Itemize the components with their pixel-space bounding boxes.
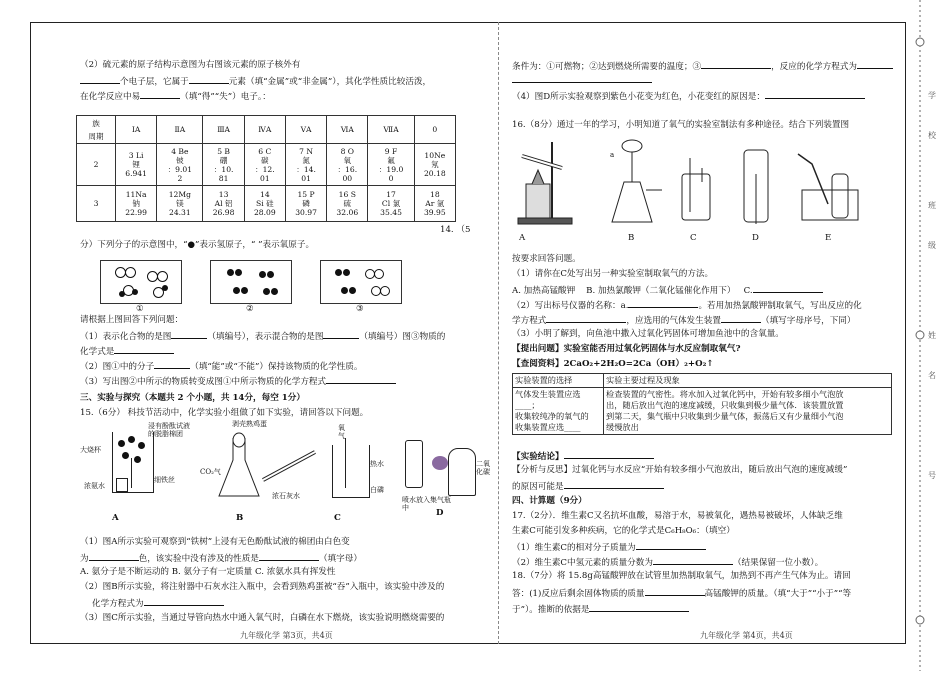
fig-letter: B [236,513,244,523]
apparatus-label-c: C [690,233,697,243]
element-cell: 13 Al 铝 26.98 [203,186,244,222]
group-header: ⅦA [368,116,414,144]
cotton-ball [138,442,145,449]
hydrogen-atom [343,269,350,276]
q18-line1: 18.（7分）将 15.8g高锰酸钾放在试管里加热制取氧气，加热到不再产生气体为止。请回 [512,571,851,581]
footer-page4: 九年级化学 第4页，共4页 [700,631,793,640]
section-3-title: 三、实验与探究（本题共 2 个小题，共 14分，每空 1分） [80,393,305,403]
blank[interactable] [628,299,698,308]
q18-line3: 于”）。推断的依据是 [512,603,689,616]
q14-1-line2: 化学式是 [80,345,174,358]
purple-flower [432,456,448,470]
ammonia-beaker [116,478,128,492]
apparatus-drawings [512,134,892,234]
q15-3: （3）图C所示实验，当通过导管向热水中通入氧气时，白磷在水下燃烧，该实验说明燃烧需要的 [80,613,445,623]
hydrogen-atom [119,291,125,297]
group-header: ⅡA [157,116,203,144]
period-label: 3 [77,186,116,222]
fig-label: 的脱脂棉团 [148,430,183,438]
q17-line2: 生素C可能引发多种疾病，它的化学式是C₆H₈O₆：（填空） [512,526,735,536]
blank[interactable] [114,345,174,354]
q15-1-line2: 为 色，该实验中没有涉及的性质是 （填字母） [80,554,362,564]
apparatus-a [518,142,572,224]
molecule-diagram-3 [320,260,402,304]
fig-label: 浓石灰水 [272,492,300,500]
hydrogen-atom [335,269,342,276]
element-cell: 18 Ar 氩 39.95 [414,186,455,222]
blank[interactable] [589,603,689,612]
oxygen-atom [374,269,384,279]
q16-title: 16.（8分）通过一年的学习，小明知道了氧气的实验室制法有多种途径。结合下列装置图 [512,120,850,130]
blank[interactable] [326,375,396,384]
q17-2: （2）维生素C中氢元素的质量分数为 （结果保留一位小数）。 [512,558,824,568]
apparatus-label-b: B [628,233,635,243]
element-cell: 11Na 钠 22.99 [116,186,157,222]
cotton-ball [128,436,135,443]
hydrogen-atom [132,289,138,295]
sidebar-char: 班 [928,201,936,210]
blank[interactable] [701,60,771,69]
hydrogen-atom [259,271,266,278]
table-header: 实验装置的选择 [513,374,604,388]
flask-syringe-drawing [215,430,325,508]
blank[interactable] [546,314,626,323]
element-cell: 17 Cl 氯 35.45 [368,186,414,222]
q16-prompt: 按要求回答问题。 [512,254,581,264]
apparatus-d [744,150,768,224]
hydrogen-atom [162,285,168,291]
blank[interactable] [89,552,139,561]
q15-4: （4）图D所示实验观察到紫色小花变为红色，小花变红的原因是： [512,90,865,103]
molecule-diagram-2 [210,260,292,304]
mol-label: ① [136,304,144,314]
q15-2-line1: （2）图B所示实验，将注射器中石灰水注入瓶中，会看到熟鸡蛋被“吞”入瓶中，该实验中涉及的 [80,582,445,592]
hydrogen-atom [263,288,270,295]
hydrogen-atom [267,271,274,278]
blank[interactable] [171,330,207,339]
blank[interactable] [564,480,664,489]
sidebar-char: 校 [928,131,936,140]
blank[interactable] [140,90,180,99]
element-cell: 15 P 磷 30.97 [285,186,326,222]
sidebar-char: 姓 [928,331,936,340]
q14-prompt: 请根据上图回答下列问题： [80,315,184,325]
fig-label: 热水 [370,460,384,468]
blank[interactable] [857,60,893,69]
oxygen-atom [380,286,390,296]
apparatus-a-mark: a [610,151,615,159]
oxygen-atom [125,267,136,278]
element-cell: 8 O 氧 ：16. 00 [327,144,368,186]
blank[interactable] [80,75,120,84]
period-label: 2 [77,144,116,186]
hydrogen-atom [341,287,348,294]
hydrogen-atom [227,269,234,276]
q16-1-options: A. 加热高锰酸钾 B. 加热氯酸钾（二氧化锰催化作用下） C. [512,284,823,297]
cha-yue-zi-liao: 【查阅资料】2CaO₂+2H₂O=2Ca（OH）₂+O₂↑ [512,359,714,369]
iron-wire [131,458,132,488]
element-cell: 12Mg 镁 24.31 [157,186,203,222]
group-header: ⅣA [244,116,285,144]
q16-2-line2: 学方程式 ，应选用的气体发生装置 （填写字母序号，下同） [512,316,856,326]
element-cell: 5 B 硼 ：10. 81 [203,144,244,186]
hydrogen-atom [241,287,248,294]
sidebar-char: 学 [928,91,936,100]
fig-label: 白磷 [370,486,384,494]
blank[interactable] [765,90,865,99]
experiment-table [512,373,892,435]
q14-2: （2）图①中的分子 （填“能”或“不能”）保持该物质的化学性质。 [80,362,363,372]
apparatus-e [798,154,858,220]
fig-label: 喷水放入集气瓶 [402,496,451,504]
procedure-cell: 检查装置的气密性。将水加入过氧化钙中，开始有较多细小气泡放 出，随后放出气泡的速度减缓，只收集到极少量气体．该装置放置 到第二天，集气瓶中只收集到少量气体，振荡后又有少量细小气泡 缓慢放出 [604,388,892,435]
element-cell: 10Ne 氖 20.18 [414,144,455,186]
ti-chu-wen-ti: 【提出问题】实验室能否用过氧化钙固体与水反应制取氧气? [512,344,741,354]
hot-water-beaker [332,445,370,498]
element-cell: 9 F 氟 ：19.0 0 [368,144,414,186]
q13-2-line1: （2）硫元素的原子结构示意图为右图该元素的原子核外有 [80,60,301,70]
sidebar-char: 名 [928,371,936,380]
fig-letter: A [112,513,119,523]
fig-label: 细铁丝 [154,476,175,484]
q15-options: A. 氨分子是不断运动的 B. 氨分子有一定质量 C. 浓氨水具有挥发性 [80,567,336,577]
q14-1-line1: （1）表示化合物的是图 （填编号），表示混合物的是图 （填编号）图③物质的 [80,332,446,342]
footer-page3: 九年级化学 第3页，共4页 [240,631,333,640]
blank[interactable] [512,74,652,83]
group-header: ⅥA [327,116,368,144]
blank[interactable] [653,556,733,565]
fig-label: CO₂气 [200,468,221,476]
fig-letter: C [334,513,341,523]
q15-title: 15.（6分） 科技节活动中，化学实验小组做了如下实验，请回答以下问题。 [80,408,369,418]
blank[interactable] [721,314,761,323]
q15-3-cont: 条件为：①可燃物；②达到燃烧所需要的温度；③ ，反应的化学方程式为 [512,60,893,73]
fen-xi-line2: 的原因可能是 [512,480,664,493]
gas-jar [448,448,476,496]
cotton-ball [122,452,129,459]
mol-label: ③ [356,304,364,314]
gas-tube [345,438,346,488]
q16-3: （3）小明了解到，向鱼池中撒入过氧化钙固体可增加鱼池中的含氧量。 [512,329,784,339]
q15-1-line1: （1）图A所示实验可观察到“铁树”上浸有无色酚酞试液的棉团由白色变 [80,537,350,547]
element-cell: 7 N 氮 ：14. 01 [285,144,326,186]
apparatus-label-a: A [519,233,526,243]
element-cell: 3 Li 锂 6.941 [116,144,157,186]
cotton-ball [118,440,125,447]
q18-line2: 答：(1)反应后剩余固体物质的质量 高锰酸钾的质量。（填“大于”“小于”“等 [512,589,852,599]
cotton-ball [134,456,141,463]
group-header: 0 [414,116,455,144]
apparatus-b [612,140,662,222]
q17-line1: 17.（2分）．维生素C又名抗坏血酸，易溶于水，易被氧化，遇热易被破坏，人体缺乏维 [512,511,843,521]
blank[interactable] [259,552,319,561]
blank[interactable] [636,541,706,550]
sidebar-char: 级 [928,241,936,250]
shi-yan-jie-lun: 【实验结论】 [512,450,654,463]
q13-2-line3: 在化学反应中易 （填“得”“失”）电子。： [80,92,271,102]
blank[interactable] [144,597,224,606]
table-header: 实验主要过程及现象 [604,374,892,388]
blank[interactable] [645,587,705,596]
fig-label: 氧 [338,424,345,432]
fig-label: 二氧 [476,460,490,468]
q14-line1: 分）下列分子的示意图中，“●”表示氢原子，“ ”表示氧原子。 [80,240,315,250]
fig-label: 中 [402,504,409,512]
mol-label: ② [246,304,254,314]
binding-margin [906,0,950,671]
oxygen-atom [157,271,168,282]
element-cell: 4 Be 铍 ：9.01 2 [157,144,203,186]
sidebar-char: 号 [928,471,936,480]
molecule-diagram-1 [100,260,182,304]
blank[interactable] [189,75,229,84]
fig-label: 浸有酚酞试液 [148,422,190,430]
hydrogen-atom [235,269,242,276]
section-4-title: 四、计算题（9分） [512,496,587,506]
hydrogen-atom [233,287,240,294]
hydrogen-atom [349,287,356,294]
fig-label: 剥壳熟鸡蛋 [232,420,267,428]
q14-3: （3）写出图②中所示的物质转变成图①中所示物质的化学方程式 [80,375,396,388]
q15-2-line2: 化学方程式为 [92,597,224,610]
column-divider [498,22,499,644]
q16-2-line1: （2）写出标号仪器的名称：a. 。若用加热氯酸钾制取氧气，写出反应的化 [512,301,862,311]
table-header-corner: 族 周期 [77,116,116,144]
hydrogen-atom [271,288,278,295]
fig-label: 气 [338,432,345,440]
blank[interactable] [753,284,823,293]
q16-1: （1）请你在C处写出另一种实验室制取氧气的方法。 [512,269,714,279]
periodic-table [76,115,456,222]
apparatus-label-e: E [825,233,832,243]
q17-1: （1）维生素C的相对分子质量为 [512,541,706,554]
blank[interactable] [154,360,190,369]
fig-label: 化碳 [476,468,490,476]
apparatus-choice-cell[interactable]: 气体发生装置应选 ____； 收集较纯净的氧气的 收集装置应选____ [513,388,604,435]
group-header: ⅢA [203,116,244,144]
blank[interactable] [323,330,359,339]
group-header: ⅠA [116,116,157,144]
fen-xi-line1: 【分析与反思】过氧化钙与水反应“开始有较多细小气泡放出，随后放出气泡的速度减缓” [512,465,848,475]
q14-number: 14. （5 [440,225,471,235]
group-header: ⅤA [285,116,326,144]
element-cell: 6 C 碳 ：12. 01 [244,144,285,186]
element-cell: 14 Si 硅 28.09 [244,186,285,222]
apparatus-c [682,158,710,220]
fig-label: 大烧杯 [80,446,101,454]
blank[interactable] [564,450,654,459]
fig-label: 浓氨水 [84,482,105,490]
apparatus-label-d: D [752,233,759,243]
fig-letter: D [436,508,444,518]
q13-2-line2: 个电子层，它属于 元素（填“金属”或“非金属”），其化学性质比较活泼， [80,75,431,88]
element-cell: 16 S 硫 32.06 [327,186,368,222]
spray-bottle [405,440,423,488]
